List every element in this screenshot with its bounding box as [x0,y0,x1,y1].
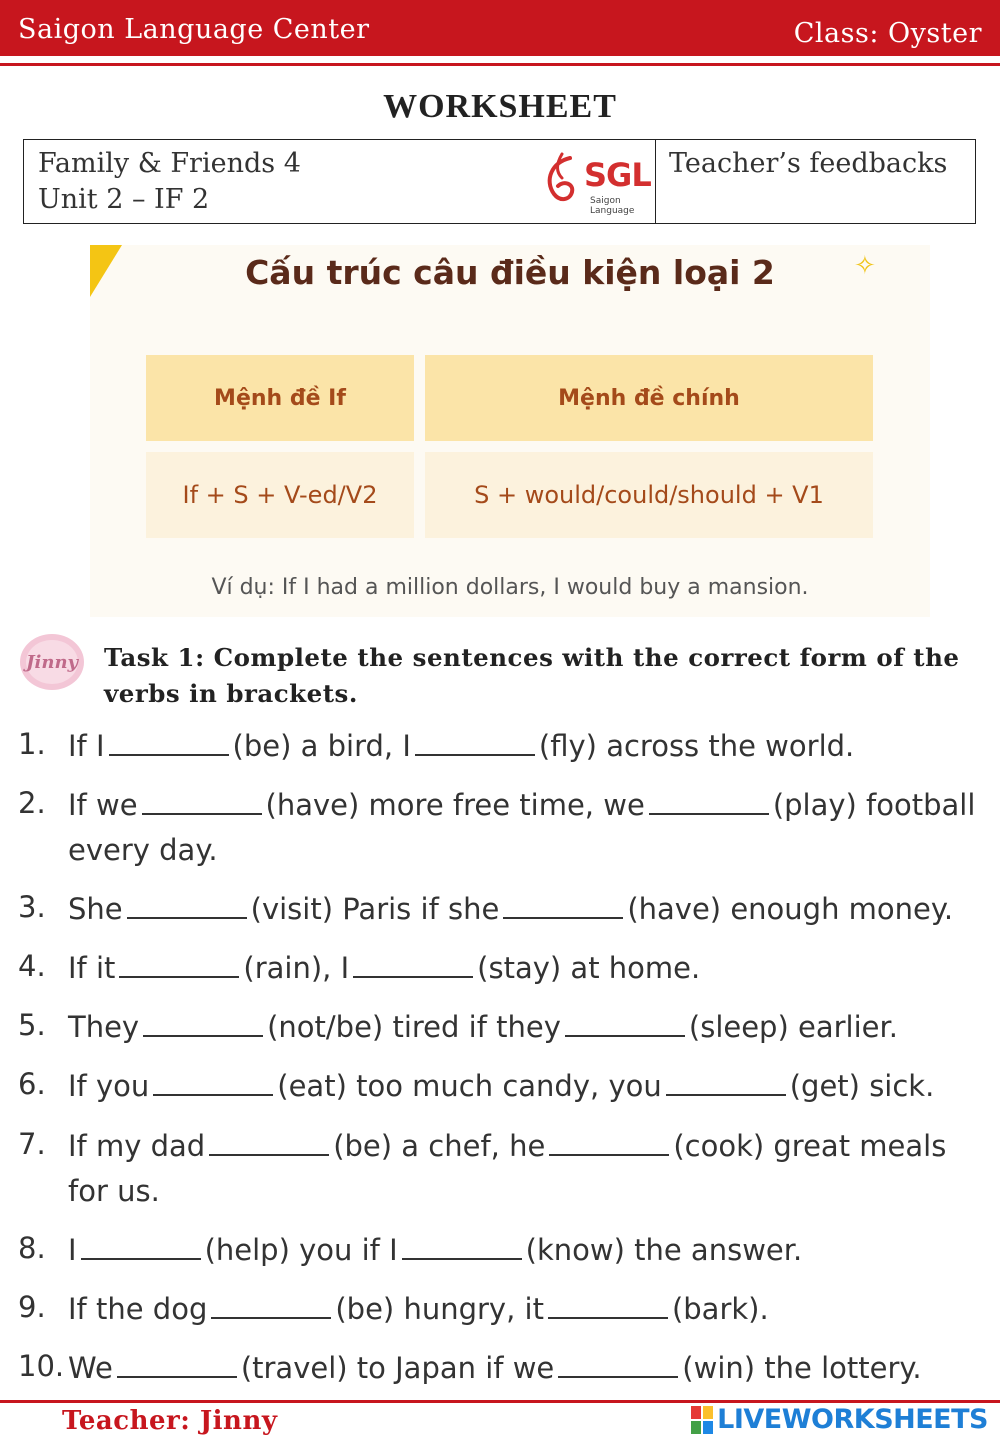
answer-blank[interactable] [549,1122,669,1156]
jinny-logo [16,626,88,696]
item-number: 8. [18,1231,46,1265]
liveworksheets-icon [691,1406,713,1434]
answer-blank[interactable] [353,944,473,978]
answer-blank[interactable] [211,1285,331,1319]
header-bar [0,0,1000,56]
answer-blank[interactable] [415,722,535,756]
item-number: 6. [18,1067,46,1101]
footer-divider [0,1400,1000,1403]
grammar-example: Ví dụ: If I had a million dollars, I would buy a mansion. [211,575,809,600]
answer-blank[interactable] [209,1122,329,1156]
item-number: 3. [18,890,46,924]
answer-blank[interactable] [143,1003,263,1037]
school-name: Saigon Language Center [18,14,370,45]
class-label: Class: Oyster [793,18,982,49]
jinny-logo-text: Jinny [26,652,78,673]
item-number: 1. [18,727,46,761]
answer-blank[interactable] [548,1285,668,1319]
item-number: 10. [18,1349,65,1383]
grammar-col1-head: Mệnh đề If [146,355,414,441]
liveworksheets-logo [691,1404,988,1435]
item-number: 2. [18,786,46,820]
info-left-cell [24,140,656,223]
sparkle-icon: ✧ [854,251,876,281]
grammar-col2-head: Mệnh đề chính [425,355,873,441]
item-number: 7. [18,1127,46,1161]
answer-blank[interactable] [153,1062,273,1096]
answer-blank[interactable] [81,1226,201,1260]
grammar-col2-body: S + would/could/should + V1 [425,452,873,538]
sgl-logo-subtext: Saigon Language [590,196,635,216]
sgl-logo [540,150,655,216]
info-table [23,139,976,224]
answer-blank[interactable] [649,781,769,815]
answer-blank[interactable] [117,1344,237,1378]
item-number: 4. [18,949,46,983]
answer-blank[interactable] [666,1062,786,1096]
answer-blank[interactable] [127,885,247,919]
sgl-logo-text: SGL [584,156,651,194]
grammar-box [90,245,930,617]
task-instruction: Task 1: Complete the sentences with the correct form of the verbs in brackets. [104,643,960,708]
worksheet-title: WORKSHEET [383,88,617,125]
answer-blank[interactable] [558,1344,678,1378]
answer-blank[interactable] [565,1003,685,1037]
grammar-col1-body: If + S + V-ed/V2 [146,452,414,538]
header-divider [0,63,1000,66]
answer-blank[interactable] [142,781,262,815]
teacher-name: Teacher: Jinny [62,1406,278,1436]
feedback-label: Teacher’s feedbacks [669,148,948,179]
item-number: 5. [18,1008,46,1042]
unit-name: Unit 2 – IF 2 [38,184,210,215]
answer-blank[interactable] [109,722,229,756]
item-number: 9. [18,1290,46,1324]
book-name: Family & Friends 4 [38,148,301,179]
jinny-logo-icon [16,626,88,696]
sgl-mark-icon [540,150,580,210]
answer-blank[interactable] [402,1226,522,1260]
answer-blank[interactable] [503,885,623,919]
answer-blank[interactable] [119,944,239,978]
liveworksheets-text: LIVEWORKSHEETS [717,1404,988,1435]
grammar-title: Cấu trúc câu điều kiện loại 2 [245,253,775,292]
